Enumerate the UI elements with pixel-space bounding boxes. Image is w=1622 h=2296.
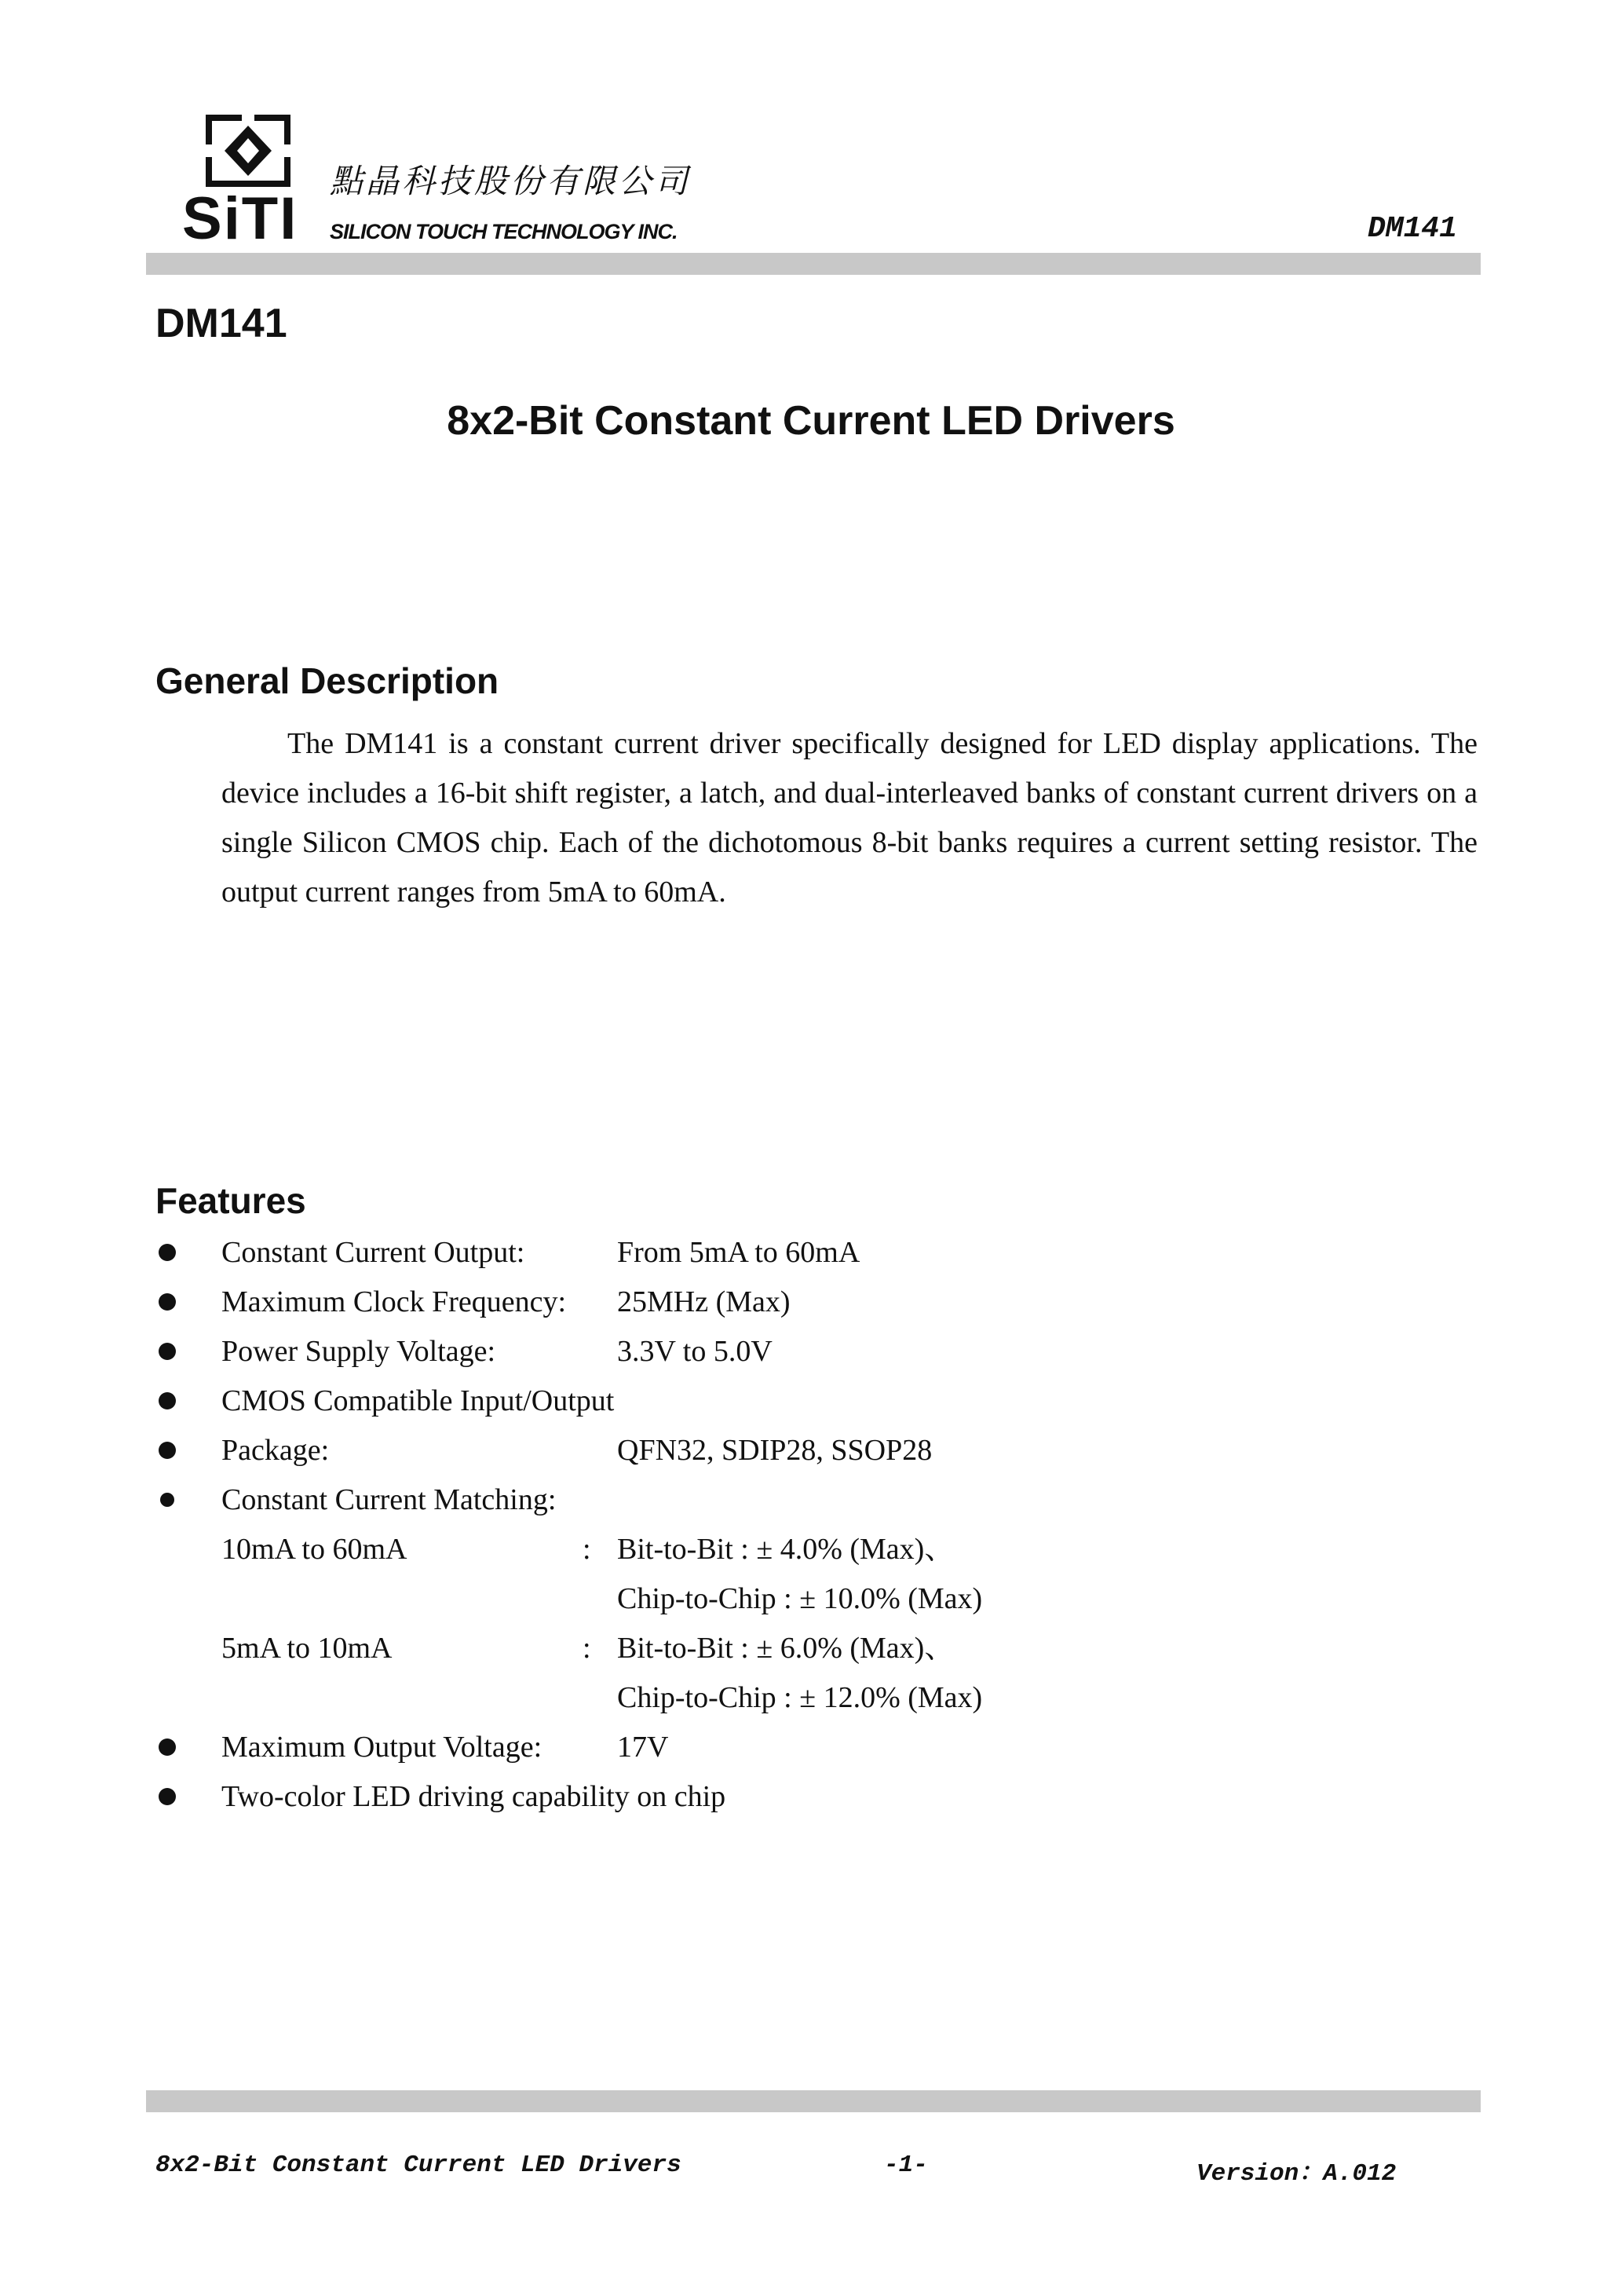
siti-logo-mark-icon [206,115,290,187]
feature-value: 25MHz (Max) [617,1285,791,1318]
general-description-heading: General Description [155,660,499,701]
feature-label: Constant Current Output: [221,1236,525,1269]
matching-colon: : [583,1632,591,1665]
list-item [155,1228,1490,1278]
feature-label: Maximum Output Voltage: [221,1731,542,1764]
bullet-icon [159,1244,176,1261]
part-heading: DM141 [155,301,287,346]
matching-colon: : [583,1533,591,1566]
footer-version: Version：A.012 [1196,2160,1397,2188]
footer-rule [146,2090,1481,2112]
feature-label: CMOS Compatible Input/Output [221,1384,615,1417]
list-item [155,1475,1490,1525]
matching-row [155,1624,1490,1673]
header-rule [146,253,1481,275]
bullet-icon [160,1493,174,1507]
bullet-icon [159,1442,176,1459]
general-description-text: The DM141 is a constant current driver specifically designed for LED display applications. The device includes a 16-bit shift register, a latch, and dual-interleaved banks of constant current drivers on a single Silicon CMOS chip. Each of the dichotomous 8-bit banks requires a current setting resistor. The output current ranges from 5mA to 60mA. [221,727,1478,909]
logo-text: SiTI [182,190,298,245]
feature-label: Constant Current Matching: [221,1483,557,1516]
list-item [155,1278,1490,1327]
bullet-icon [159,1788,176,1805]
feature-value: 17V [617,1731,669,1764]
feature-value: From 5mA to 60mA [617,1236,860,1269]
matching-range: 10mA to 60mA [221,1533,407,1566]
feature-label: Maximum Clock Frequency: [221,1285,567,1318]
feature-label: Power Supply Voltage: [221,1335,496,1368]
matching-row [155,1673,1490,1723]
list-item [155,1377,1490,1426]
bullet-icon [159,1293,176,1311]
matching-bit-to-bit: Bit-to-Bit : ± 6.0% (Max)、 [617,1632,955,1665]
list-item [155,1426,1490,1475]
feature-value: QFN32, SDIP28, SSOP28 [617,1434,933,1467]
feature-label: Two-color LED driving capability on chip [221,1780,726,1813]
feature-value: 3.3V to 5.0V [617,1335,773,1368]
features-heading: Features [155,1180,306,1221]
header-part-number: DM141 [1367,212,1457,246]
bullet-icon [159,1392,176,1409]
feature-label: Package: [221,1434,330,1467]
matching-bit-to-bit: Bit-to-Bit : ± 4.0% (Max)、 [617,1533,955,1566]
footer-title: 8x2-Bit Constant Current LED Drivers [155,2152,681,2179]
bullet-icon [159,1738,176,1756]
matching-chip-to-chip: Chip-to-Chip : ± 10.0% (Max) [617,1582,983,1615]
company-name-english: SILICON TOUCH TECHNOLOGY INC. [330,220,678,243]
bullet-icon [159,1343,176,1360]
footer-page-number: -1- [884,2152,928,2179]
matching-range: 5mA to 10mA [221,1632,393,1665]
page-title: 8x2-Bit Constant Current LED Drivers [447,398,1175,444]
company-name-chinese: 點晶科技股份有限公司 [330,162,692,200]
matching-row [155,1525,1490,1574]
matching-row [155,1574,1490,1624]
features-list [155,1228,1490,1822]
list-item [155,1772,1490,1822]
siti-logo-wordmark [182,190,314,245]
matching-chip-to-chip: Chip-to-Chip : ± 12.0% (Max) [617,1681,983,1714]
list-item [155,1723,1490,1772]
list-item [155,1327,1490,1377]
